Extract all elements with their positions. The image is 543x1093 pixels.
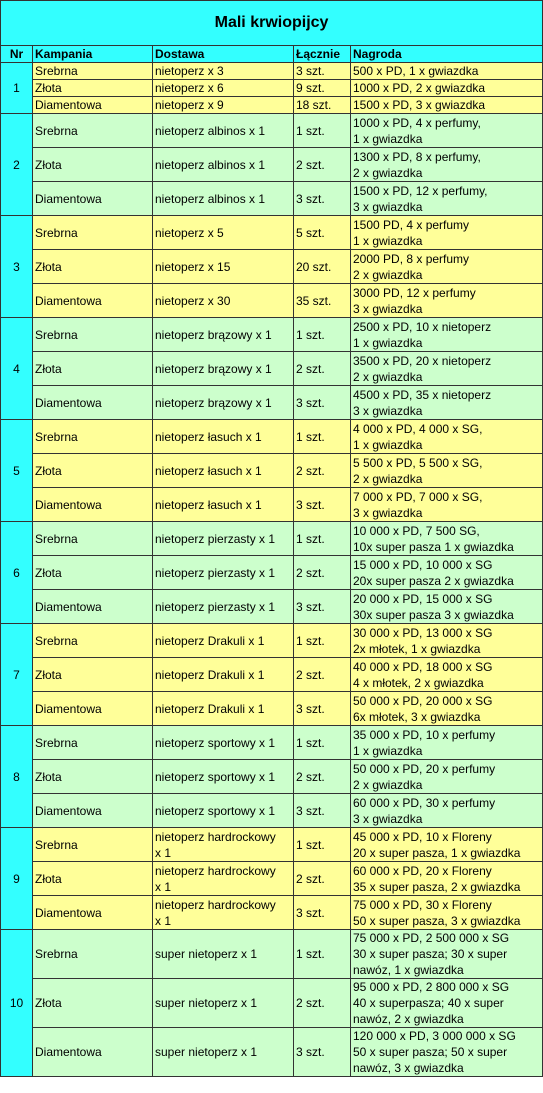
delivery-cell: nietoperz Drakuli x 1 — [153, 658, 294, 692]
reward-line: 3500 x PD, 20 x nietoperz — [353, 353, 492, 368]
reward-cell — [351, 760, 543, 794]
reward-line: 30x super pasza 3 x gwiazdka — [353, 607, 514, 622]
group-number: 1 — [1, 63, 33, 114]
campaign-cell: Diamentowa — [33, 284, 153, 318]
delivery-cell: nietoperz x 3 — [153, 63, 294, 80]
total-cell: 3 szt. — [294, 794, 351, 828]
total-cell: 18 szt. — [294, 97, 351, 114]
table-row — [1, 979, 543, 1028]
reward-line: 1000 x PD, 2 x gwiazdka — [353, 81, 486, 95]
total-cell: 2 szt. — [294, 148, 351, 182]
reward-line: 7 000 x PD, 7 000 x SG, — [353, 489, 483, 504]
table-row — [1, 590, 543, 624]
total-cell: 2 szt. — [294, 454, 351, 488]
reward-cell — [351, 726, 543, 760]
delivery-cell: nietoperz x 6 — [153, 80, 294, 97]
campaign-cell: Srebrna — [33, 624, 153, 658]
table-row — [1, 63, 543, 80]
delivery-cell: nietoperz sportowy x 1 — [153, 760, 294, 794]
campaign-cell: Złota — [33, 760, 153, 794]
total-cell: 1 szt. — [294, 522, 351, 556]
campaign-cell: Srebrna — [33, 318, 153, 352]
delivery-cell: super nietoperz x 1 — [153, 1028, 294, 1077]
delivery-cell: nietoperz x 30 — [153, 284, 294, 318]
reward-line: 500 x PD, 1 x gwiazdka — [353, 64, 479, 78]
table-row — [1, 692, 543, 726]
table-row — [1, 760, 543, 794]
table-body — [1, 63, 543, 1077]
group-number: 10 — [1, 930, 33, 1077]
header-nr: Nr — [1, 46, 33, 63]
reward-line: 4 x młotek, 2 x gwiazdka — [353, 675, 484, 690]
reward-line: 95 000 x PD, 2 800 000 x SG — [353, 980, 510, 994]
total-cell: 1 szt. — [294, 930, 351, 979]
reward-line: 6x młotek, 3 x gwiazdka — [353, 709, 481, 724]
total-cell: 3 szt. — [294, 182, 351, 216]
reward-line: 3 x gwiazdka — [353, 505, 423, 520]
reward-cell — [351, 624, 543, 658]
campaign-cell: Złota — [33, 556, 153, 590]
table-row — [1, 250, 543, 284]
header-delivery: Dostawa — [153, 46, 294, 63]
delivery-cell: nietoperz x 9 — [153, 97, 294, 114]
reward-cell — [351, 250, 543, 284]
delivery-cell: super nietoperz x 1 — [153, 979, 294, 1028]
delivery-cell: super nietoperz x 1 — [153, 930, 294, 979]
reward-line: 2 x gwiazdka — [353, 369, 423, 384]
delivery-cell — [153, 896, 294, 930]
table-row — [1, 352, 543, 386]
reward-line: 1 x gwiazdka — [353, 335, 423, 350]
table-row — [1, 284, 543, 318]
delivery-cell: nietoperz łasuch x 1 — [153, 420, 294, 454]
delivery-cell: nietoperz łasuch x 1 — [153, 488, 294, 522]
table-row — [1, 624, 543, 658]
reward-line: 45 000 x PD, 10 x Floreny — [353, 829, 492, 844]
campaign-cell: Złota — [33, 454, 153, 488]
reward-line: 2 x gwiazdka — [353, 165, 423, 180]
reward-line: 1 x gwiazdka — [353, 437, 423, 452]
total-cell: 3 szt. — [294, 692, 351, 726]
table-row — [1, 794, 543, 828]
table-row — [1, 658, 543, 692]
delivery-line: x 1 — [155, 879, 172, 894]
reward-cell — [351, 454, 543, 488]
reward-line: 75 000 x PD, 30 x Floreny — [353, 897, 492, 912]
reward-cell — [351, 930, 543, 979]
reward-cell — [351, 896, 543, 930]
table-row — [1, 488, 543, 522]
campaign-cell: Srebrna — [33, 114, 153, 148]
reward-cell — [351, 284, 543, 318]
reward-line: 1 x gwiazdka — [353, 233, 423, 248]
campaign-cell: Srebrna — [33, 216, 153, 250]
delivery-line: x 1 — [155, 913, 172, 928]
campaign-cell: Złota — [33, 80, 153, 97]
campaign-cell: Diamentowa — [33, 97, 153, 114]
delivery-cell — [153, 862, 294, 896]
campaign-cell: Diamentowa — [33, 182, 153, 216]
reward-cell — [351, 352, 543, 386]
campaign-cell: Złota — [33, 352, 153, 386]
reward-line: 40 x superpasza; 40 x super — [353, 996, 504, 1010]
reward-line: 3 x gwiazdka — [353, 301, 423, 316]
reward-line: 3 x gwiazdka — [353, 199, 423, 214]
header-reward: Nagroda — [351, 46, 543, 63]
delivery-cell: nietoperz albinos x 1 — [153, 182, 294, 216]
reward-line: 30 x super pasza; 30 x super — [353, 947, 508, 961]
campaign-cell: Diamentowa — [33, 590, 153, 624]
delivery-cell: nietoperz sportowy x 1 — [153, 794, 294, 828]
delivery-cell: nietoperz x 15 — [153, 250, 294, 284]
delivery-cell: nietoperz łasuch x 1 — [153, 454, 294, 488]
delivery-cell: nietoperz x 5 — [153, 216, 294, 250]
reward-line: 2500 x PD, 10 x nietoperz — [353, 319, 492, 334]
reward-cell — [351, 63, 543, 80]
delivery-cell: nietoperz brązowy x 1 — [153, 352, 294, 386]
table-row — [1, 930, 543, 979]
delivery-line: nietoperz hardrockowy — [155, 897, 276, 912]
reward-line: nawóz, 1 x gwiazdka — [353, 963, 464, 977]
reward-line: 2000 PD, 8 x perfumy — [353, 251, 470, 266]
reward-line: 50 000 x PD, 20 000 x SG — [353, 693, 493, 708]
header-campaign: Kampania — [33, 46, 153, 63]
table-row — [1, 862, 543, 896]
reward-line: 60 000 x PD, 30 x perfumy — [353, 795, 496, 810]
reward-line: 3000 PD, 12 x perfumy — [353, 285, 476, 300]
total-cell: 3 szt. — [294, 386, 351, 420]
header-total: Łącznie — [294, 46, 351, 63]
reward-line: 1500 x PD, 3 x gwiazdka — [353, 98, 486, 112]
total-cell: 1 szt. — [294, 726, 351, 760]
campaign-cell: Diamentowa — [33, 488, 153, 522]
reward-line: 1 x gwiazdka — [353, 743, 423, 758]
table-row — [1, 454, 543, 488]
reward-cell — [351, 692, 543, 726]
reward-line: 35 000 x PD, 10 x perfumy — [353, 727, 496, 742]
campaign-cell: Diamentowa — [33, 1028, 153, 1077]
table-header-row — [1, 46, 543, 63]
delivery-cell: nietoperz brązowy x 1 — [153, 386, 294, 420]
total-cell: 2 szt. — [294, 556, 351, 590]
total-cell: 3 szt. — [294, 590, 351, 624]
total-cell: 3 szt. — [294, 896, 351, 930]
reward-cell — [351, 828, 543, 862]
reward-line: 120 000 x PD, 3 000 000 x SG — [353, 1029, 516, 1043]
total-cell: 3 szt. — [294, 488, 351, 522]
reward-line: 50 x super pasza, 3 x gwiazdka — [353, 913, 521, 928]
total-cell: 35 szt. — [294, 284, 351, 318]
reward-line: 1500 x PD, 12 x perfumy, — [353, 183, 488, 198]
group-number: 2 — [1, 114, 33, 216]
total-cell: 20 szt. — [294, 250, 351, 284]
delivery-cell: nietoperz Drakuli x 1 — [153, 624, 294, 658]
campaign-cell: Diamentowa — [33, 794, 153, 828]
reward-line: 30 000 x PD, 13 000 x SG — [353, 625, 493, 640]
reward-line: 1 x gwiazdka — [353, 131, 423, 146]
reward-cell — [351, 522, 543, 556]
delivery-line: nietoperz hardrockowy — [155, 863, 276, 878]
campaign-cell: Srebrna — [33, 63, 153, 80]
campaign-cell: Złota — [33, 979, 153, 1028]
total-cell: 5 szt. — [294, 216, 351, 250]
reward-cell — [351, 590, 543, 624]
total-cell: 2 szt. — [294, 862, 351, 896]
total-cell: 2 szt. — [294, 352, 351, 386]
total-cell: 1 szt. — [294, 420, 351, 454]
delivery-cell — [153, 828, 294, 862]
reward-line: 4500 x PD, 35 x nietoperz — [353, 387, 492, 402]
delivery-cell: nietoperz albinos x 1 — [153, 148, 294, 182]
reward-line: 20x super pasza 2 x gwiazdka — [353, 573, 514, 588]
reward-cell — [351, 182, 543, 216]
reward-line: 1300 x PD, 8 x perfumy, — [353, 149, 481, 164]
delivery-cell: nietoperz pierzasty x 1 — [153, 522, 294, 556]
table-row — [1, 420, 543, 454]
reward-cell — [351, 794, 543, 828]
table-row — [1, 114, 543, 148]
table-row — [1, 148, 543, 182]
reward-line: 1500 PD, 4 x perfumy — [353, 217, 470, 232]
reward-line: 2 x gwiazdka — [353, 471, 423, 486]
reward-cell — [351, 97, 543, 114]
reward-line: 2 x gwiazdka — [353, 267, 423, 282]
reward-cell — [351, 862, 543, 896]
reward-line: 50 000 x PD, 20 x perfumy — [353, 761, 496, 776]
table-row — [1, 1028, 543, 1077]
reward-line: 10x super pasza 1 x gwiazdka — [353, 539, 514, 554]
total-cell: 1 szt. — [294, 318, 351, 352]
reward-cell — [351, 216, 543, 250]
reward-line: 20 x super pasza, 1 x gwiazdka — [353, 845, 521, 860]
reward-cell — [351, 658, 543, 692]
delivery-cell: nietoperz pierzasty x 1 — [153, 556, 294, 590]
group-number: 4 — [1, 318, 33, 420]
reward-cell — [351, 556, 543, 590]
table-row — [1, 97, 543, 114]
campaign-cell: Srebrna — [33, 930, 153, 979]
table-row — [1, 556, 543, 590]
campaign-cell: Srebrna — [33, 522, 153, 556]
total-cell: 1 szt. — [294, 114, 351, 148]
total-cell: 2 szt. — [294, 979, 351, 1028]
total-cell: 2 szt. — [294, 658, 351, 692]
table-row — [1, 80, 543, 97]
campaign-cell: Złota — [33, 862, 153, 896]
delivery-cell: nietoperz albinos x 1 — [153, 114, 294, 148]
campaign-cell: Srebrna — [33, 828, 153, 862]
group-number: 7 — [1, 624, 33, 726]
reward-line: nawóz, 2 x gwiazdka — [353, 1012, 464, 1026]
reward-cell — [351, 979, 543, 1028]
reward-line: 5 500 x PD, 5 500 x SG, — [353, 455, 483, 470]
page-title: Mali krwiopijcy — [1, 1, 543, 46]
delivery-line: nietoperz hardrockowy — [155, 829, 276, 844]
total-cell: 1 szt. — [294, 624, 351, 658]
table-row — [1, 828, 543, 862]
reward-line: 4 000 x PD, 4 000 x SG, — [353, 421, 483, 436]
table-row — [1, 216, 543, 250]
table-row — [1, 318, 543, 352]
delivery-line: x 1 — [155, 845, 172, 860]
campaign-cell: Srebrna — [33, 726, 153, 760]
group-number: 6 — [1, 522, 33, 624]
reward-line: 3 x gwiazdka — [353, 403, 423, 418]
group-number: 8 — [1, 726, 33, 828]
reward-line: 35 x super pasza, 2 x gwiazdka — [353, 879, 521, 894]
campaign-cell: Diamentowa — [33, 386, 153, 420]
total-cell: 3 szt. — [294, 63, 351, 80]
delivery-cell: nietoperz pierzasty x 1 — [153, 590, 294, 624]
reward-line: 1000 x PD, 4 x perfumy, — [353, 115, 481, 130]
reward-cell — [351, 114, 543, 148]
reward-line: 3 x gwiazdka — [353, 811, 423, 826]
reward-line: 40 000 x PD, 18 000 x SG — [353, 659, 493, 674]
reward-cell — [351, 488, 543, 522]
reward-line: 75 000 x PD, 2 500 000 x SG — [353, 931, 510, 945]
reward-cell — [351, 386, 543, 420]
reward-line: 15 000 x PD, 10 000 x SG — [353, 557, 493, 572]
table-row — [1, 522, 543, 556]
delivery-cell: nietoperz sportowy x 1 — [153, 726, 294, 760]
group-number: 5 — [1, 420, 33, 522]
reward-line: 2 x gwiazdka — [353, 777, 423, 792]
group-number: 9 — [1, 828, 33, 930]
campaign-cell: Diamentowa — [33, 692, 153, 726]
campaign-cell: Złota — [33, 250, 153, 284]
reward-cell — [351, 148, 543, 182]
reward-line: 60 000 x PD, 20 x Floreny — [353, 863, 492, 878]
total-cell: 2 szt. — [294, 760, 351, 794]
total-cell: 9 szt. — [294, 80, 351, 97]
table-row — [1, 182, 543, 216]
group-number: 3 — [1, 216, 33, 318]
reward-line: nawóz, 3 x gwiazdka — [353, 1061, 464, 1075]
table-row — [1, 386, 543, 420]
reward-line: 20 000 x PD, 15 000 x SG — [353, 591, 493, 606]
campaign-cell: Złota — [33, 658, 153, 692]
reward-line: 2x młotek, 1 x gwiazdka — [353, 641, 481, 656]
reward-line: 50 x super pasza; 50 x super — [353, 1045, 508, 1059]
delivery-cell: nietoperz Drakuli x 1 — [153, 692, 294, 726]
delivery-cell: nietoperz brązowy x 1 — [153, 318, 294, 352]
campaign-cell: Diamentowa — [33, 896, 153, 930]
campaign-cell: Srebrna — [33, 420, 153, 454]
reward-cell — [351, 420, 543, 454]
total-cell: 3 szt. — [294, 1028, 351, 1077]
campaign-cell: Złota — [33, 148, 153, 182]
reward-cell — [351, 80, 543, 97]
reward-line: 10 000 x PD, 7 500 SG, — [353, 523, 480, 538]
total-cell: 1 szt. — [294, 828, 351, 862]
table-row — [1, 726, 543, 760]
reward-cell — [351, 318, 543, 352]
reward-cell — [351, 1028, 543, 1077]
table-row — [1, 896, 543, 930]
